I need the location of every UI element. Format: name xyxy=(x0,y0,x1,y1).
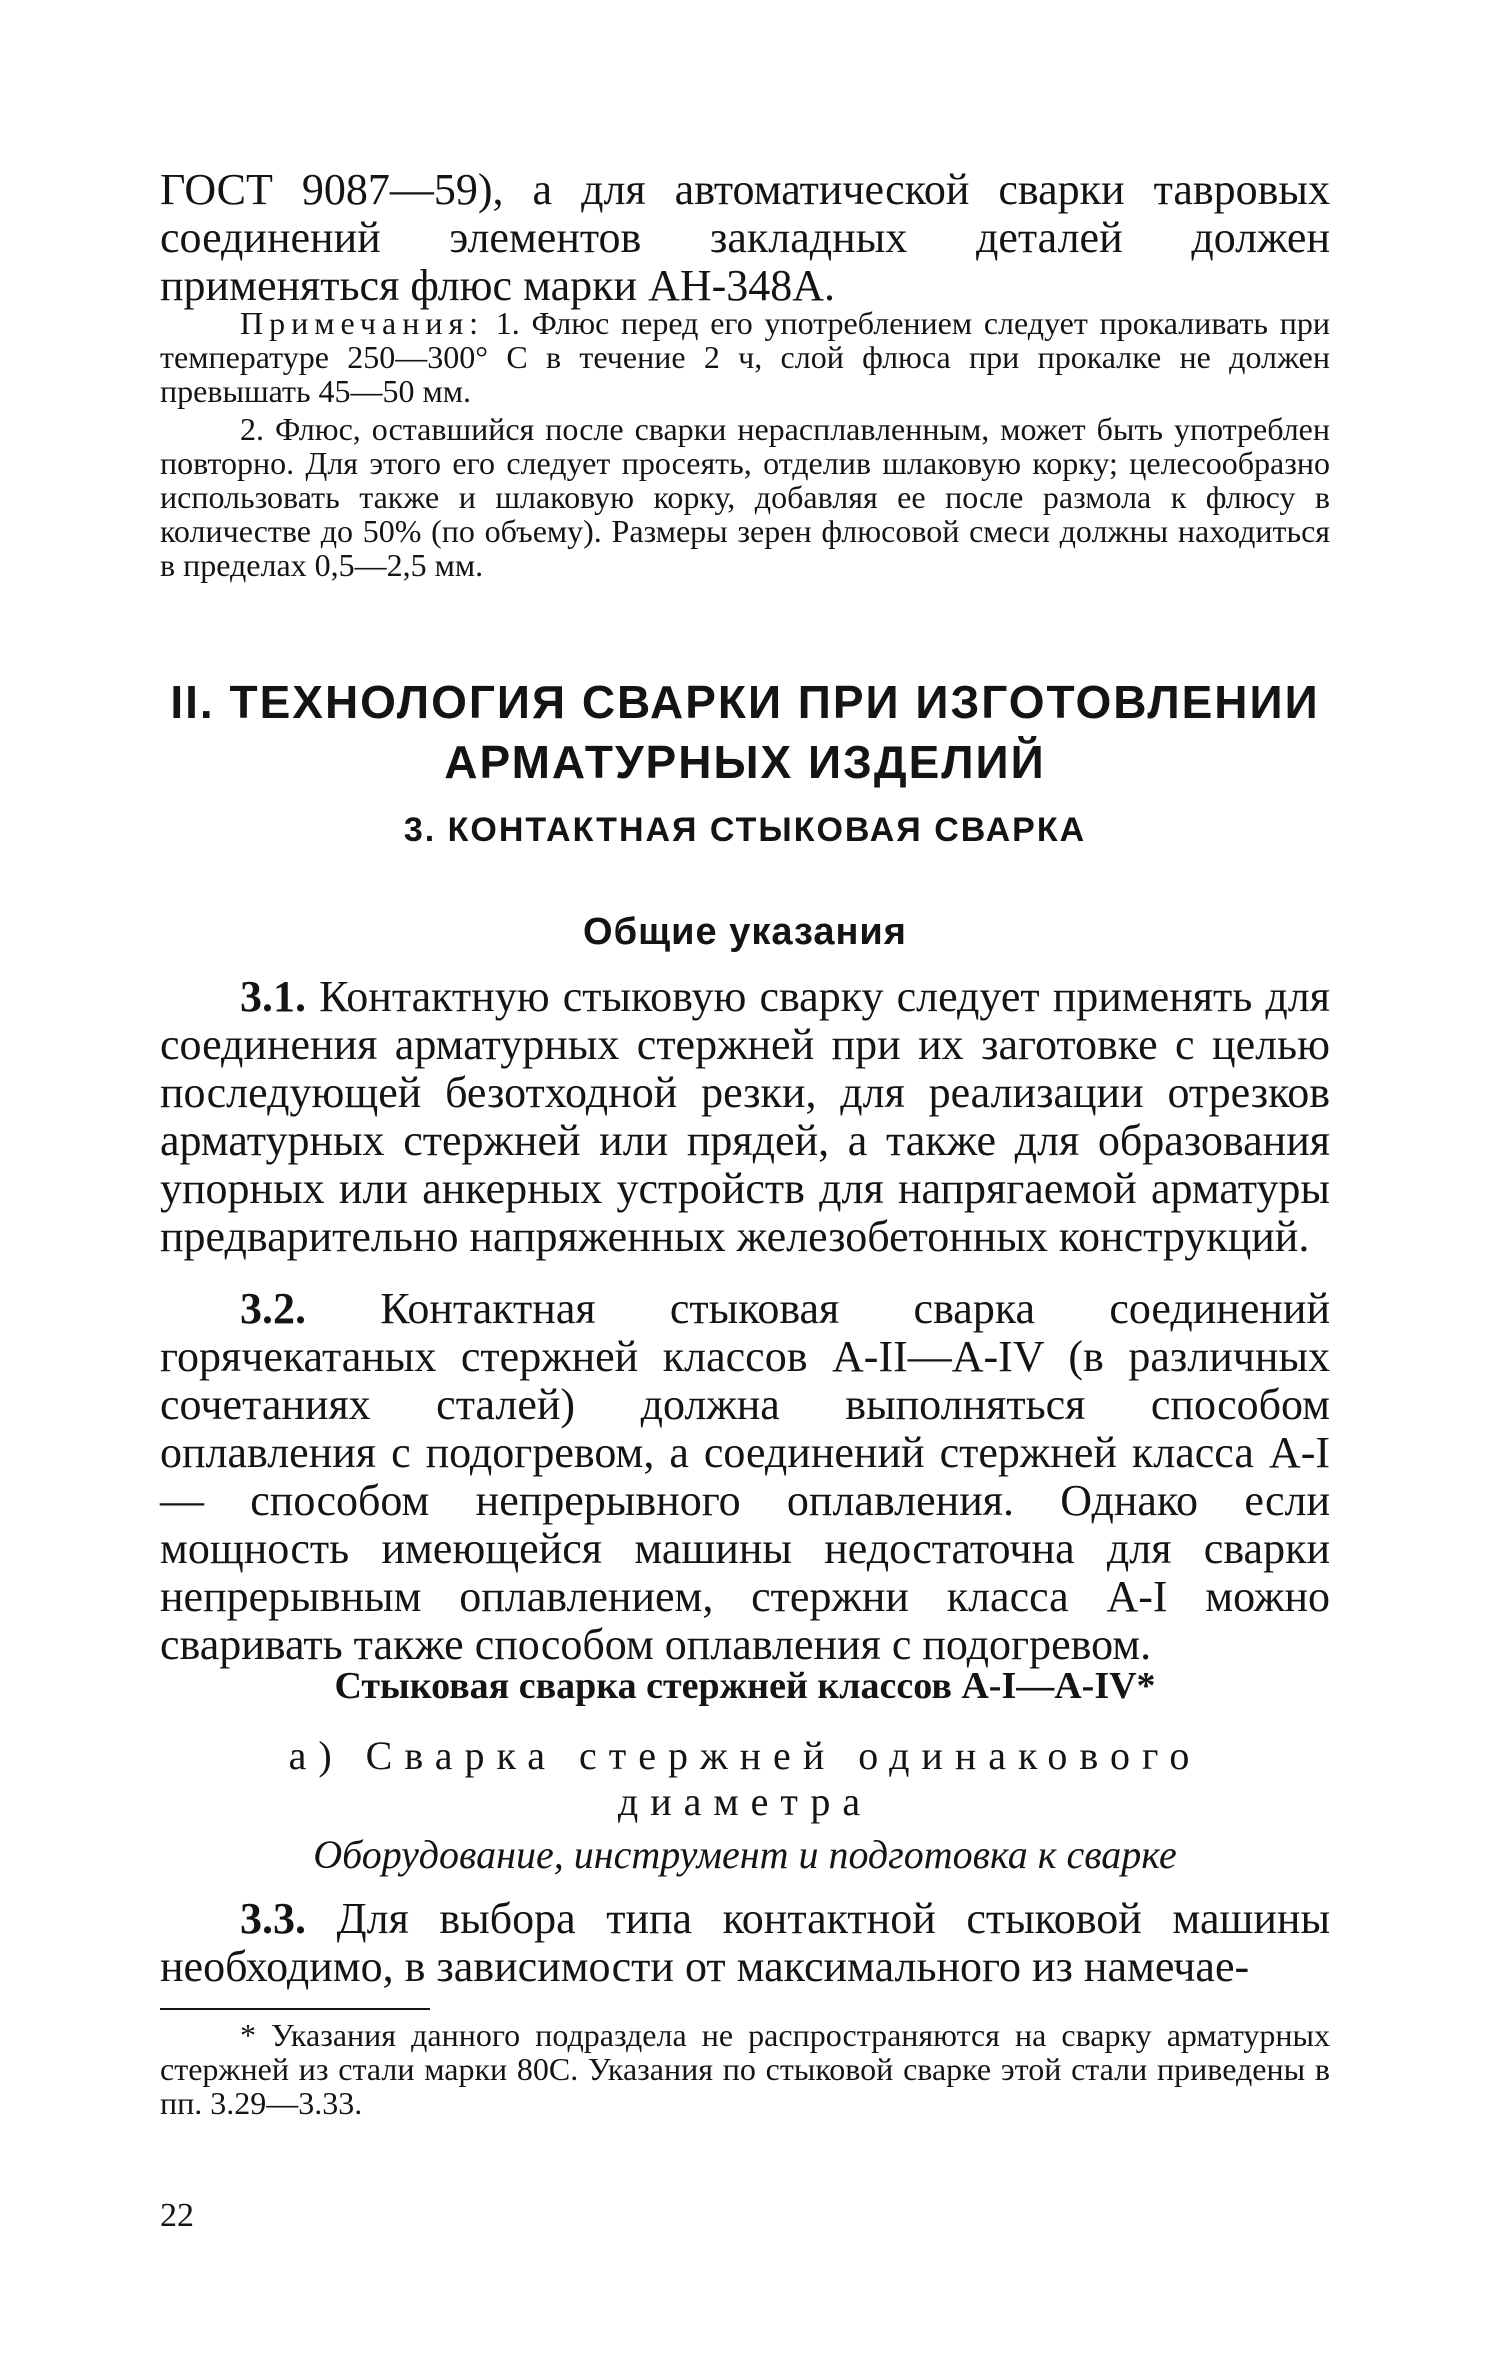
subsection-title: 3. КОНТАКТНАЯ СТЫКОВАЯ СВАРКА xyxy=(403,811,1087,849)
section-title xyxy=(160,672,1330,792)
subsection-a-heading xyxy=(160,1733,1330,1825)
section-title-line-1: II. ТЕХНОЛОГИЯ СВАРКИ ПРИ ИЗГОТОВЛЕНИИ xyxy=(170,676,1320,728)
equipment-heading: Оборудование, инструмент и подготовка к сварке xyxy=(313,1832,1177,1877)
intro-line-1: ГОСТ 9087—59), а для автоматической сварки тавровых xyxy=(160,165,1330,214)
paragraph-3-3 xyxy=(160,1895,1330,1991)
general-heading: Общие указания xyxy=(583,911,907,953)
section-title-line-2: АРМАТУРНЫХ ИЗДЕЛИЙ xyxy=(444,736,1046,788)
paragraph-3-3-number: 3.3. xyxy=(240,1894,306,1943)
paragraph-3-3-text: Для выбора типа контактной стыковой машины необходимо, в зависимости от максимального из намечае- xyxy=(160,1894,1331,1991)
subsection-a-line-2: диаметра xyxy=(617,1779,873,1824)
footnote-divider xyxy=(160,2008,430,2010)
paragraph-3-2-number: 3.2. xyxy=(240,1284,306,1333)
footnote: * Указания данного подраздела не распространяются на сварку арматурных стержней из стали марки 80С. Указания по стыковой сварке этой стали приведены в пп. 3.29—3.33. xyxy=(160,2017,1330,2121)
paragraph-3-1 xyxy=(160,973,1330,1261)
paragraph-3-1-text: Контактную стыковую сварку следует применять для соединения арматурных стержней при их заготовке с целью последующей безотходной резки, для реализации отрезков арматурных стержней или прядей, а также для образования упорных или анкерных устройств для напрягаемой арматуры предварительно напряженных железобетонных конструкций. xyxy=(160,972,1331,1261)
note-2: 2. Флюс, оставшийся после сварки нерасплавленным, может быть употреблен повторно. Для этого его следует просеять, отделив шлаковую корку; целесообразно использовать также и шлаковую корку, добавляя ее после размола к флюсу в количестве до 50% (по объему). Размеры зерен флюсовой смеси должны находиться в пределах 0,5—2,5 мм. xyxy=(160,411,1330,583)
paragraph-3-2 xyxy=(160,1285,1330,1669)
note-1-text: 1. Флюс перед его употреблением следует прокаливать при температуре 250—300° С в течение 2 ч, слой флюса при прокалке не должен превышать 45—50 мм. xyxy=(160,305,1331,409)
subsection-a-line-1: а) Сварка стержней одинакового xyxy=(288,1733,1202,1778)
intro-paragraph xyxy=(160,166,1330,310)
paragraph-3-2-text: Контактная стыковая сварка соединений горячекатаных стержней классов А-II—А-IV (в различных сочетаниях сталей) должна выполняться способом оплавления с подогревом, а соединений стержней класса А-I— способом непрерывного оплавления. Однако если мощность имеющейся машины недостаточна для сварки непрерывным оплавлением, стержни класса А-I можно сваривать также способом оплавления с подогревом. xyxy=(160,1284,1330,1669)
note-1 xyxy=(160,306,1330,408)
butt-welding-heading: Стыковая сварка стержней классов А-I—А-IV* xyxy=(334,1665,1156,1707)
page-number: 22 xyxy=(160,2197,194,2234)
intro-line-rest: соединений элементов закладных деталей должен применяться флюс марки АН-348А. xyxy=(160,213,1330,310)
paragraph-3-1-number: 3.1. xyxy=(240,972,306,1021)
notes-label: Примечания: xyxy=(240,305,485,341)
